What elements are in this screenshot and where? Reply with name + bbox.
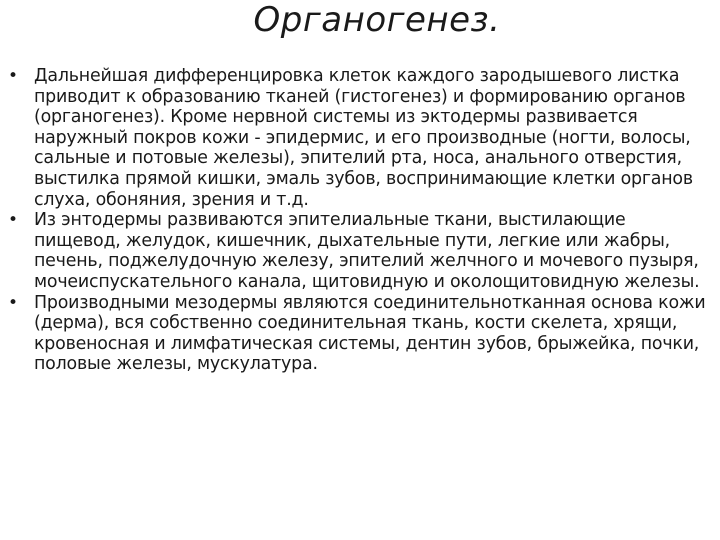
bullet-dot-icon: • (8, 66, 18, 86)
slide-title (0, 0, 720, 40)
bullet-text-mesoderm: Производными мезодермы являются соединительнотканная основа кожи (дерма), вся собственно соединительная ткань, кости скелета, хрящи, кровеносная и лимфатическая системы, дентин зубов, брыжейка, почки, половые железы, мускулатура. (34, 292, 706, 375)
bullet-dot-icon: • (8, 210, 18, 231)
slide-title-text: Органогенез. (253, 0, 501, 40)
bullet-item-ectoderm (8, 66, 716, 210)
bullet-dot-icon: • (8, 292, 18, 313)
bullet-item-mesoderm (8, 293, 716, 375)
bullet-text-ectoderm: Дальнейшая дифференцировка клеток каждого зародышевого листка приводит к образованию тканей (гистогенез) и формированию органов (органогенез). Кроме нервной системы из эктодермы развивается наружный покров кожи - эпидермис, и его производные (ногти, волосы, сальные и потовые железы), эпителий рта, носа, анального отверстия, выстилка прямой кишки, эмаль зубов, воспринимающие клетки органов слуха, обоняния, зрения и т.д. (34, 66, 693, 210)
bullet-list (8, 66, 716, 375)
bullet-text-endoderm: Из энтодермы развиваются эпителиальные ткани, выстилающие пищевод, желудок, кишечник, дыхательные пути, легкие или жабры, печень, поджелудочную железу, эпителий желчного и мочевого пузыря, мочеиспускательного канала, щитовидную и околощитовидную железы. (34, 210, 700, 292)
bullet-item-endoderm (8, 210, 716, 292)
